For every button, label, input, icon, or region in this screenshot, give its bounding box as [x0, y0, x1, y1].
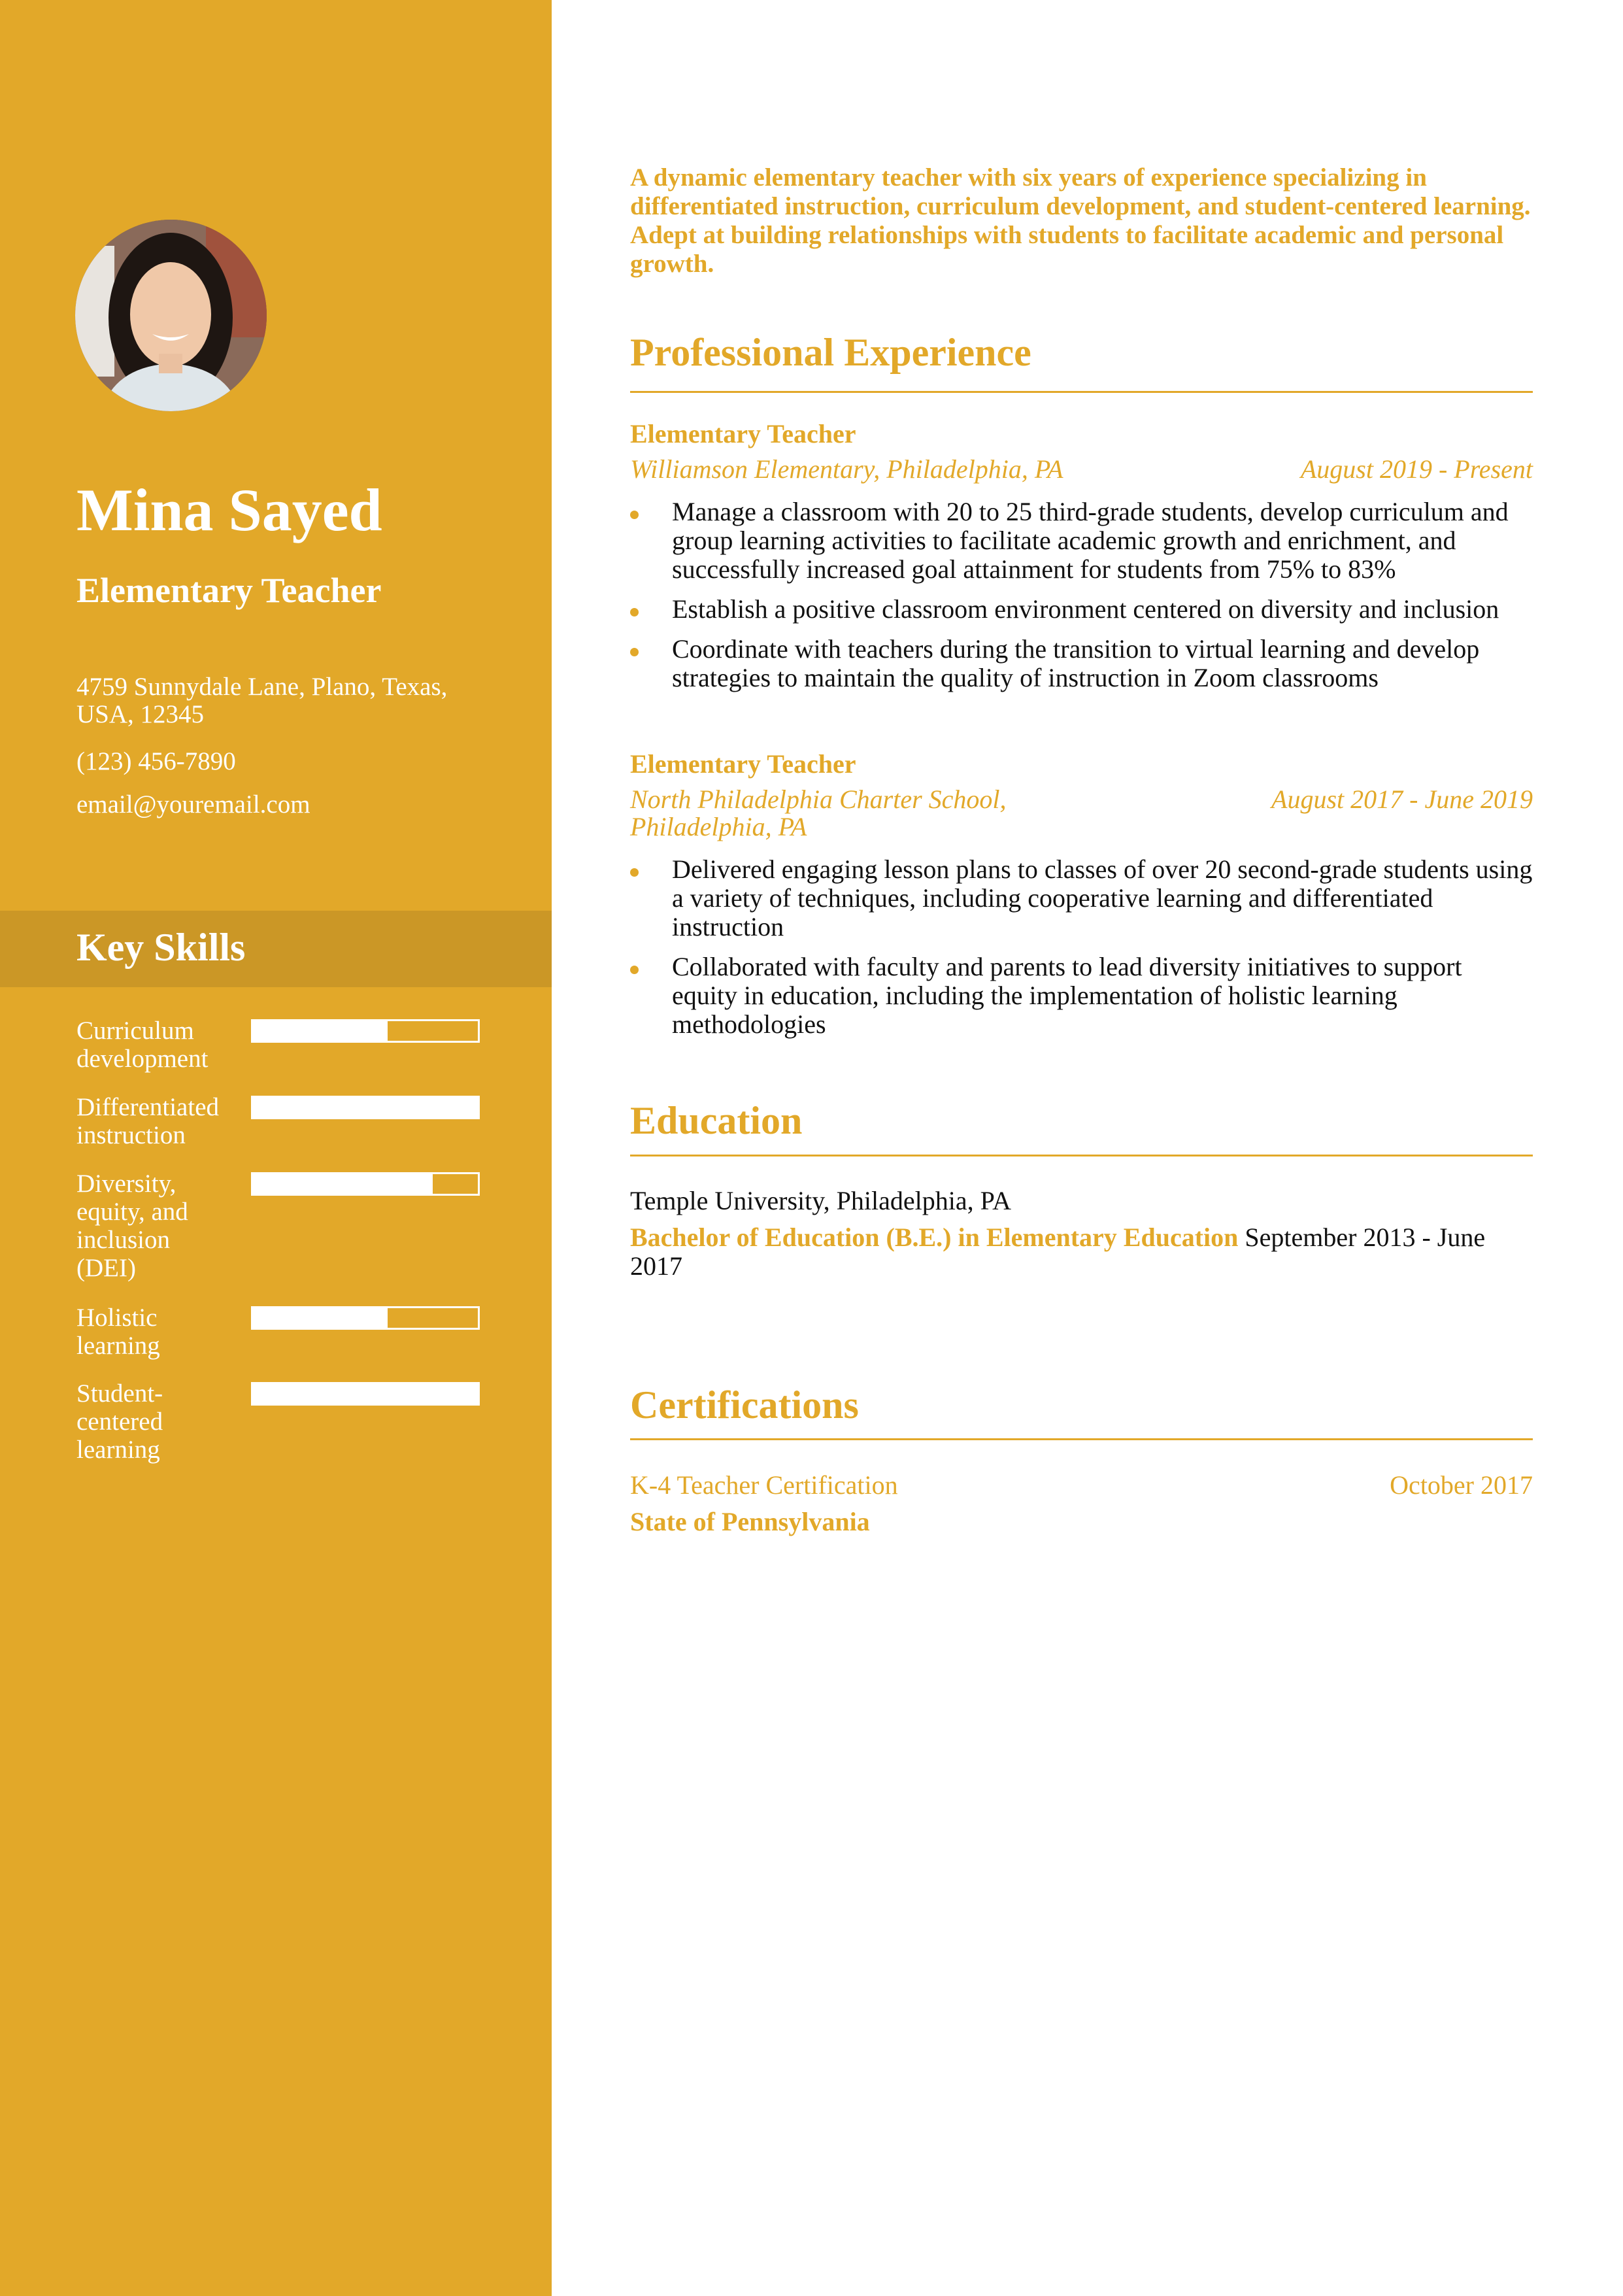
divider	[630, 1438, 1533, 1440]
certification-date: October 2017	[1390, 1470, 1533, 1500]
address: 4759 Sunnydale Lane, Plano, Texas, USA, 12345	[76, 673, 448, 728]
degree: Bachelor of Education (B.E.) in Elementary Education	[630, 1223, 1239, 1252]
job-company: North Philadelphia Charter School, Philadelphia, PA	[630, 785, 1007, 841]
skill-label: Differentiated instruction	[76, 1093, 220, 1149]
bullet-icon	[630, 648, 639, 656]
skills-header	[0, 911, 552, 987]
bullet-icon	[630, 608, 639, 616]
skill-bar-fill	[253, 1308, 388, 1328]
skill-bar	[251, 1382, 480, 1406]
phone: (123) 456-7890	[76, 747, 236, 775]
skill-item	[76, 1379, 482, 1464]
skill-label: Holistic learning	[76, 1304, 160, 1360]
certification-name: K-4 Teacher Certification	[630, 1470, 898, 1500]
school: Temple University, Philadelphia, PA	[630, 1186, 1012, 1215]
skill-label: Student-centered learning	[76, 1379, 163, 1464]
job-title: Elementary Teacher	[630, 749, 856, 779]
job-entry	[630, 749, 1533, 1050]
certifications-heading: Certifications	[630, 1383, 859, 1427]
job-company: Williamson Elementary, Philadelphia, PA	[630, 454, 1063, 484]
divider	[630, 1155, 1533, 1156]
bullet-icon	[630, 966, 639, 974]
bullet-item: Manage a classroom with 20 to 25 third-grade students, develop curriculum and group learning activities to facilitate academic growth and enrichment, and successfully increased goal attainment for students from 75% to 83%	[630, 498, 1533, 584]
education-heading: Education	[630, 1099, 803, 1142]
certification-entry	[630, 1471, 1533, 1536]
bullet-item: Delivered engaging lesson plans to classes of over 20 second-grade students using a variety of techniques, including cooperative learning and differentiated instruction	[630, 855, 1533, 941]
divider	[630, 391, 1533, 393]
skills-heading: Key Skills	[76, 926, 246, 969]
skill-bar-fill	[253, 1098, 478, 1117]
job-title: Elementary Teacher	[630, 419, 856, 448]
candidate-title: Elementary Teacher	[76, 571, 382, 610]
skill-bar	[251, 1306, 480, 1330]
experience-heading: Professional Experience	[630, 331, 1031, 374]
skill-bar-fill	[253, 1021, 388, 1041]
skill-item	[76, 1304, 482, 1360]
skill-item	[76, 1093, 482, 1149]
job-dates: August 2017 - June 2019	[1271, 785, 1533, 814]
skill-label: Curriculum development	[76, 1017, 209, 1073]
skill-bar	[251, 1172, 480, 1196]
summary: A dynamic elementary teacher with six years of experience specializing in differentiated instruction, curriculum development, and student-centered learning. Adept at building relationships with students to facilitate academic and personal growth.	[630, 163, 1531, 278]
profile-photo	[75, 220, 267, 411]
skill-item	[76, 1017, 482, 1073]
bullet-item: Establish a positive classroom environment centered on diversity and inclusion	[630, 595, 1533, 624]
education-dates: September 2013 - June 2017	[630, 1223, 1486, 1281]
job-entry	[630, 418, 1533, 703]
job-dates: August 2019 - Present	[1300, 454, 1533, 484]
bullet-item: Collaborated with faculty and parents to lead diversity initiatives to support equity in education, including the implementation of holistic learning methodologies	[630, 953, 1533, 1039]
skill-bar-fill	[253, 1384, 478, 1404]
certification-issuer: State of Pennsylvania	[630, 1507, 870, 1536]
skill-bar-fill	[253, 1174, 433, 1194]
skill-item	[76, 1170, 482, 1282]
candidate-name: Mina Sayed	[76, 477, 382, 543]
education-entry	[630, 1187, 1533, 1281]
bullet-item: Coordinate with teachers during the transition to virtual learning and develop strategies to maintain the quality of instruction in Zoom classrooms	[630, 635, 1533, 692]
skill-label: Diversity, equity, and inclusion (DEI)	[76, 1170, 188, 1282]
skill-bar	[251, 1096, 480, 1119]
bullet-icon	[630, 868, 639, 877]
bullet-icon	[630, 511, 639, 519]
email: email@youremail.com	[76, 790, 310, 819]
sidebar	[0, 0, 552, 2296]
skill-bar	[251, 1019, 480, 1043]
